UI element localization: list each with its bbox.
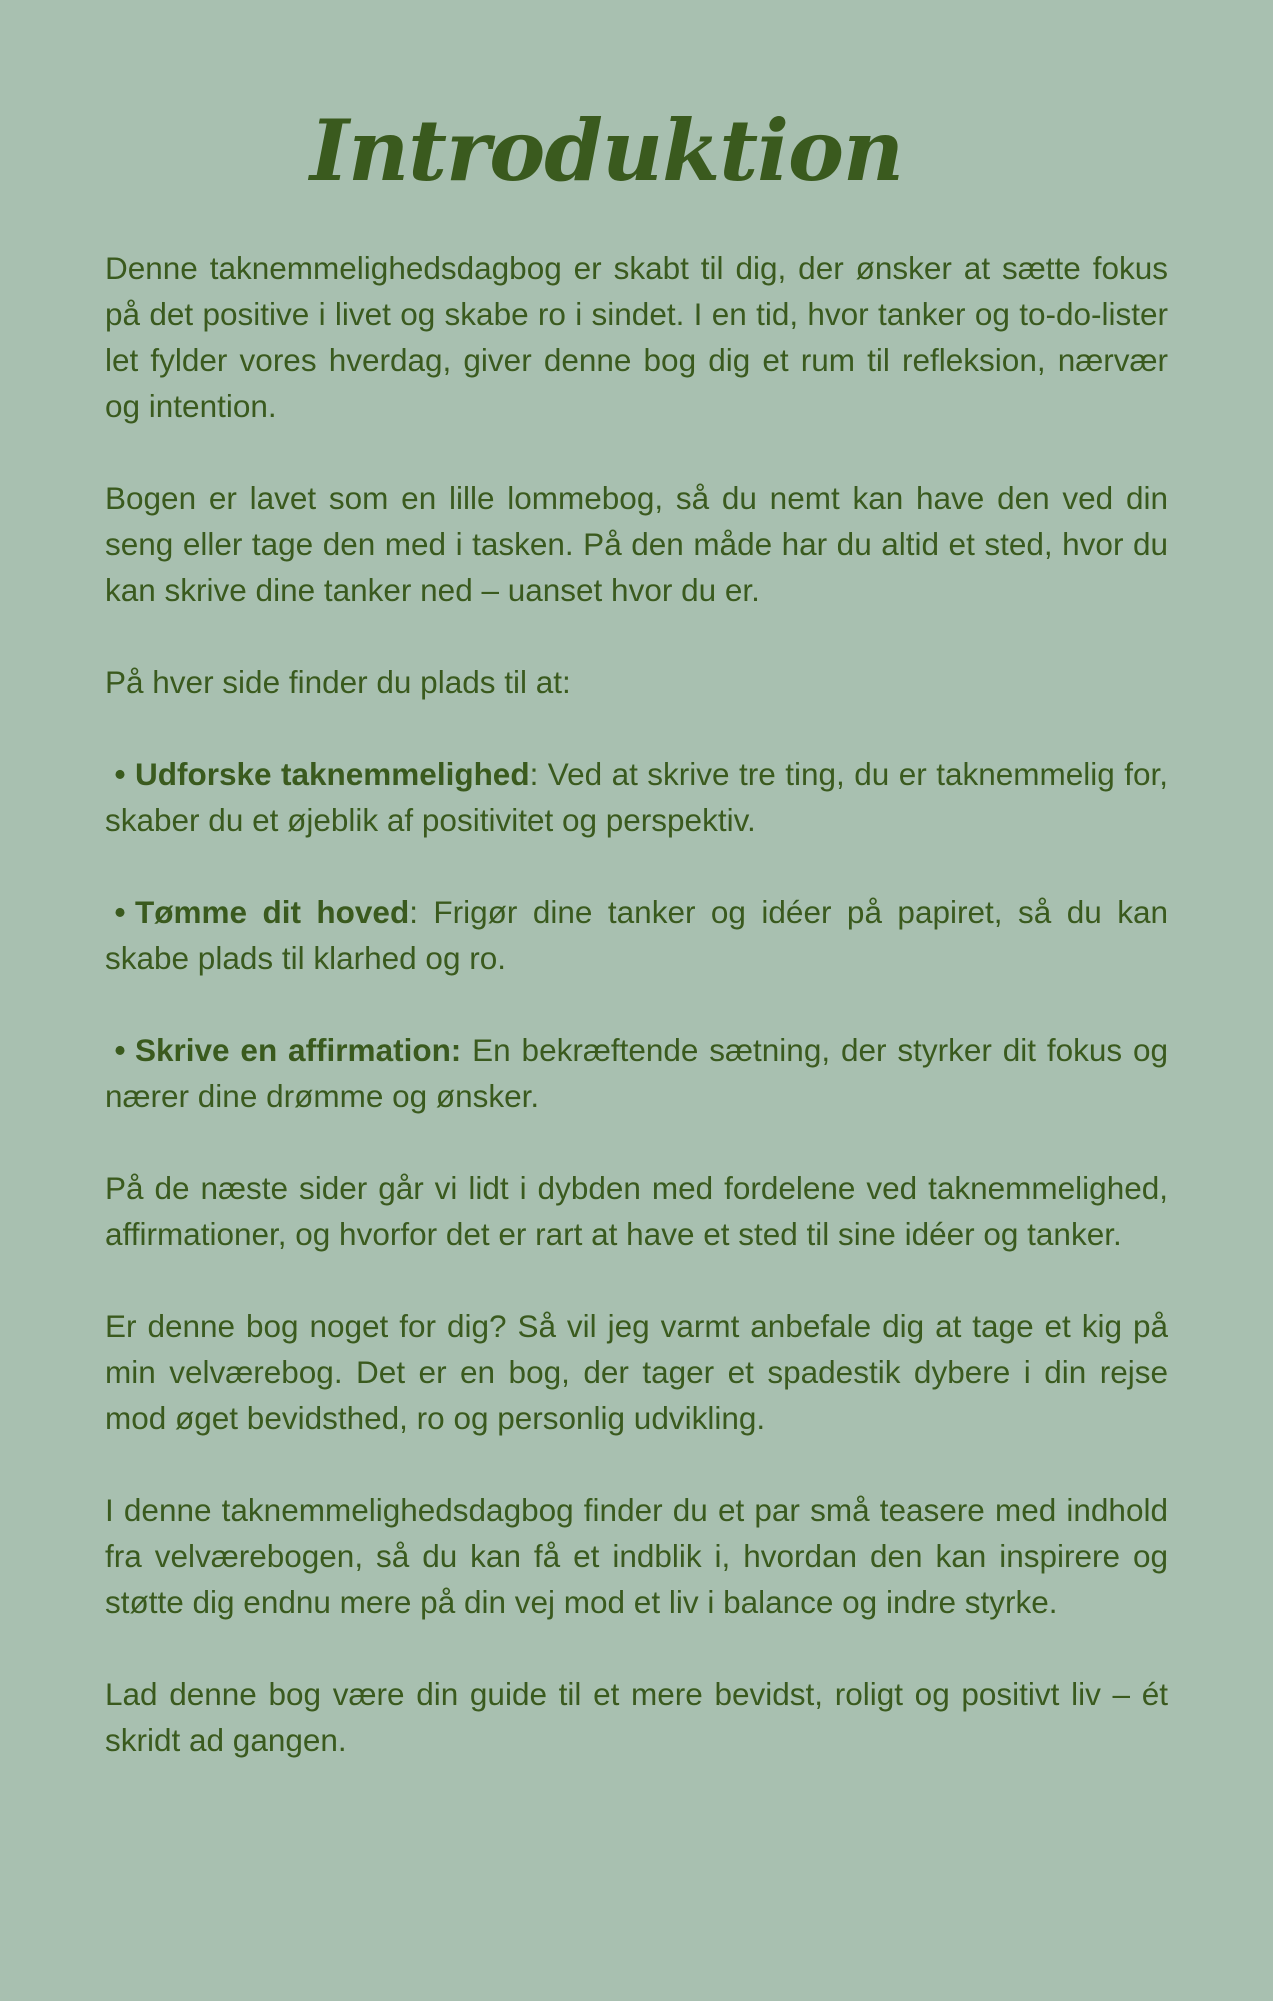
list-item-separator: : [409,894,418,930]
list-item-term: Udforske taknemmelighed [135,756,530,792]
body-text [105,245,1168,1809]
list-item-text: Ved at skrive tre ting, du er taknemmelig for, skaber du et øjeblik af positivitet og perspektiv. [105,756,1169,838]
paragraph-next-pages: På de næste sider går vi lidt i dybden med fordelene ved taknemmelighed, affirmationer, og hvorfor det er rart at have et sted til sine idéer og tanker. [105,1170,1168,1252]
bullet-icon: • [114,756,126,792]
page-title: Introduktion [309,101,904,200]
list-item-gratitude [105,751,1168,843]
list-item-separator: : [529,756,539,792]
paragraph-closing: Lad denne bog være din guide til et mere bevidst, roligt og positivt liv – ét skridt ad gangen. [105,1676,1168,1758]
paragraph-teasers: I denne taknemmelighedsdagbog finder du et par små teasere med indhold fra velværebogen, så du kan få et indblik i, hvordan den kan inspirere og støtte dig endnu mere på din vej mod et liv i balance og indre styrke. [105,1492,1168,1620]
paragraph-list-intro: På hver side finder du plads til at: [105,664,571,700]
paragraph-recommendation: Er denne bog noget for dig? Så vil jeg varmt anbefale dig at tage et kig på min velværebog. Det er en bog, der tager et spadestik dybere i din rejse mod øget bevidsthed, ro og personlig udvikling. [105,1308,1168,1436]
bullet-icon: • [114,894,126,930]
list-item-text: Frigør dine tanker og idéer på papiret, så du kan skabe plads til klarhed og ro. [105,894,1168,976]
list-item-affirmation [105,1027,1168,1119]
list-item-empty-head [105,889,1168,981]
list-item-text: En bekræftende sætning, der styrker dit fokus og nærer dine drømme og ønsker. [105,1032,1168,1114]
paragraph-pocketbook: Bogen er lavet som en lille lommebog, så du nemt kan have den ved din seng eller tage den med i tasken. På den måde har du altid et sted, hvor du kan skrive dine tanker ned – uanset hvor du er. [105,480,1168,608]
paragraph-intro: Denne taknemmelighedsdagbog er skabt til dig, der ønsker at sætte fokus på det positive i livet og skabe ro i sindet. I en tid, hvor tanker og to-do-lister let fylder vores hverdag, giver denne bog dig et rum til refleksion, nærvær og intention. [105,250,1168,424]
bullet-icon: • [114,1032,126,1068]
list-item-term: Tømme dit hoved [135,894,410,930]
list-item-term: Skrive en affirmation: [135,1032,462,1068]
